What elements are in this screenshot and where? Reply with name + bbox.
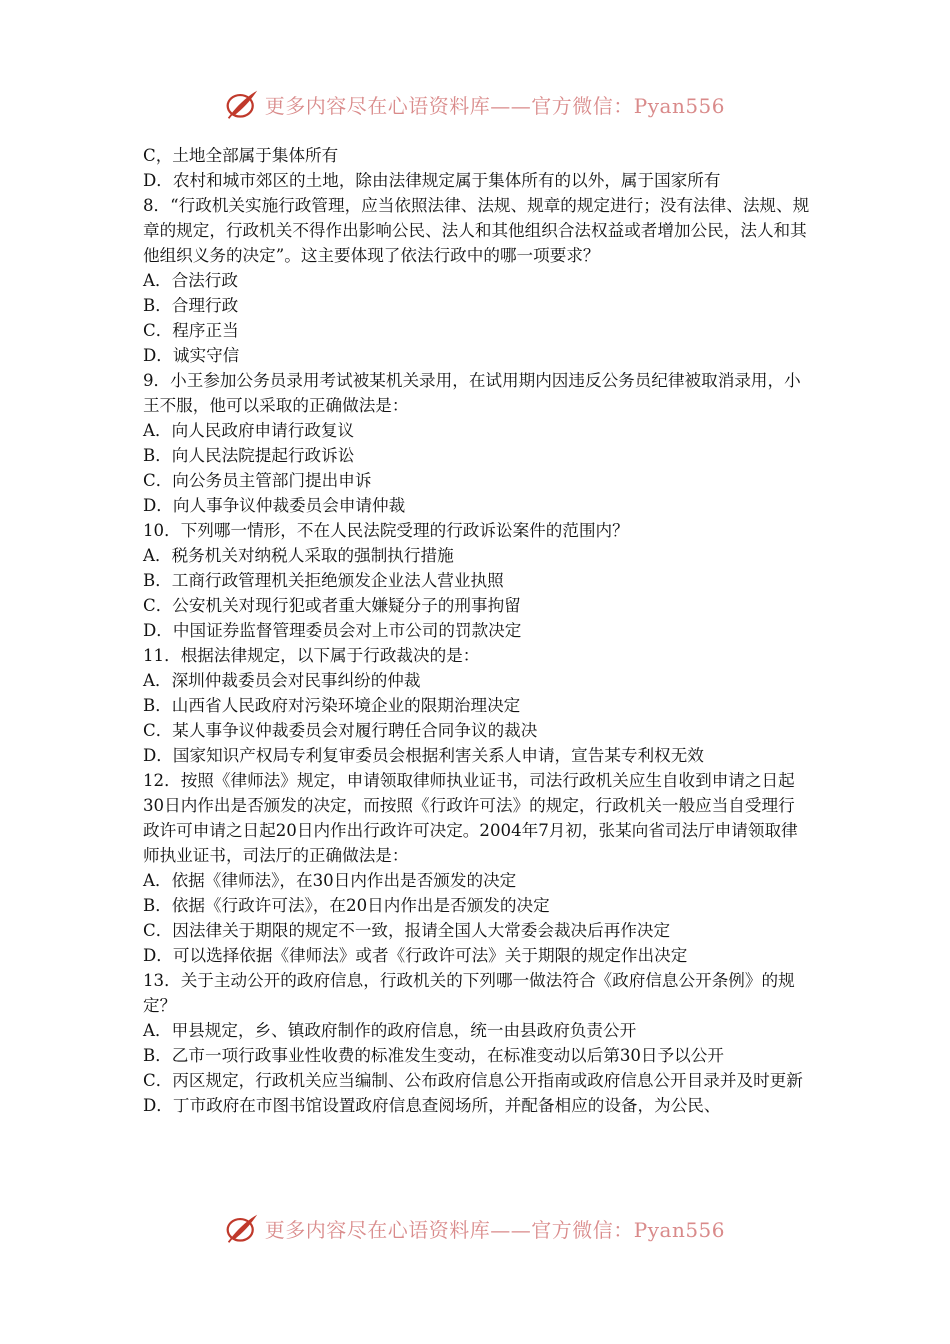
- option-line: A．税务机关对纳税人采取的强制执行措施: [143, 546, 454, 565]
- quill-logo-icon: [225, 86, 261, 122]
- option-line: C．丙区规定，行政机关应当编制、公布政府信息公开指南或政府信息公开目录并及时更新: [143, 1071, 803, 1090]
- option-line: C．某人事争议仲裁委员会对履行聘任合同争议的裁决: [143, 721, 538, 740]
- header-banner: [225, 84, 725, 124]
- option-line: C．公安机关对现行犯或者重大嫌疑分子的刑事拘留: [143, 596, 521, 615]
- option-line: D．可以选择依据《律师法》或者《行政许可法》关于期限的规定作出决定: [143, 946, 688, 965]
- option-line: C．程序正当: [143, 321, 239, 340]
- option-line: D．诚实守信: [143, 346, 240, 365]
- option-line: A．依据《律师法》，在30日内作出是否颁发的决定: [143, 871, 517, 890]
- option-line: D．中国证券监督管理委员会对上市公司的罚款决定: [143, 621, 522, 640]
- option-line: C．因法律关于期限的规定不一致，报请全国人大常委会裁决后再作决定: [143, 921, 671, 940]
- question-12: 12．按照《律师法》规定，申请领取律师执业证书，司法行政机关应生自收到申请之日起30日内作出是否颁发的决定，而按照《行政许可法》的规定，行政机关一般应当自受理行政许可申请之日起20日内作出行政许可决定。2004年7月初，张某向省司法厅申请领取律师执业证书，司法厅的正确做法是：: [143, 771, 798, 865]
- option-line: D．向人事争议仲裁委员会申请仲裁: [143, 496, 406, 515]
- question-9: 9．小王参加公务员录用考试被某机关录用，在试用期内因违反公务员纪律被取消录用，小王不服，他可以采取的正确做法是：: [143, 371, 801, 415]
- option-line: B．乙市一项行政事业性收费的标准发生变动，在标准变动以后第30日予以公开: [143, 1046, 724, 1065]
- option-line: B．依据《行政许可法》，在20日内作出是否颁发的决定: [143, 896, 550, 915]
- text-line: C，土地全部属于集体所有: [143, 146, 339, 165]
- option-line: A．甲县规定，乡、镇政府制作的政府信息，统一由县政府负责公开: [143, 1021, 637, 1040]
- option-line: C．向公务员主管部门提出申诉: [143, 471, 372, 490]
- question-8: 8．“行政机关实施行政管理，应当依照法律、法规、规章的规定进行；没有法律、法规、规章的规定，行政机关不得作出影响公民、法人和其他组织合法权益或者增加公民，法人和其他组织义务的决定”。这主要体现了依法行政中的哪一项要求？: [143, 196, 810, 265]
- option-line: A．合法行政: [143, 271, 238, 290]
- option-line: B．山西省人民政府对污染环境企业的限期治理决定: [143, 696, 521, 715]
- option-line: B．向人民法院提起行政诉讼: [143, 446, 355, 465]
- header-banner-text: 更多内容尽在心语资料库——官方微信：Pyan556: [264, 93, 725, 118]
- footer-banner-text: 更多内容尽在心语资料库——官方微信：Pyan556: [264, 1217, 725, 1242]
- option-line: D．丁市政府在市图书馆设置政府信息查阅场所，并配备相应的设备，为公民、: [143, 1096, 721, 1115]
- option-line: A．深圳仲裁委员会对民事纠纷的仲裁: [143, 671, 421, 690]
- document-body: [143, 143, 811, 1118]
- text-line: D．农村和城市郊区的土地，除由法律规定属于集体所有的以外，属于国家所有: [143, 171, 721, 190]
- question-10: 10．下列哪一情形，不在人民法院受理的行政诉讼案件的范围内？: [143, 521, 629, 540]
- question-11: 11．根据法律规定，以下属于行政裁决的是：: [143, 646, 480, 665]
- option-line: B．工商行政管理机关拒绝颁发企业法人营业执照: [143, 571, 504, 590]
- option-line: A．向人民政府申请行政复议: [143, 421, 355, 440]
- quill-logo-icon: [225, 1210, 261, 1246]
- option-line: B．合理行政: [143, 296, 239, 315]
- option-line: D．国家知识产权局专利复审委员会根据利害关系人申请，宣告某专利权无效: [143, 746, 704, 765]
- question-13: 13．关于主动公开的政府信息，行政机关的下列哪一做法符合《政府信息公开条例》的规定？: [143, 971, 795, 1015]
- footer-banner: [225, 1208, 725, 1248]
